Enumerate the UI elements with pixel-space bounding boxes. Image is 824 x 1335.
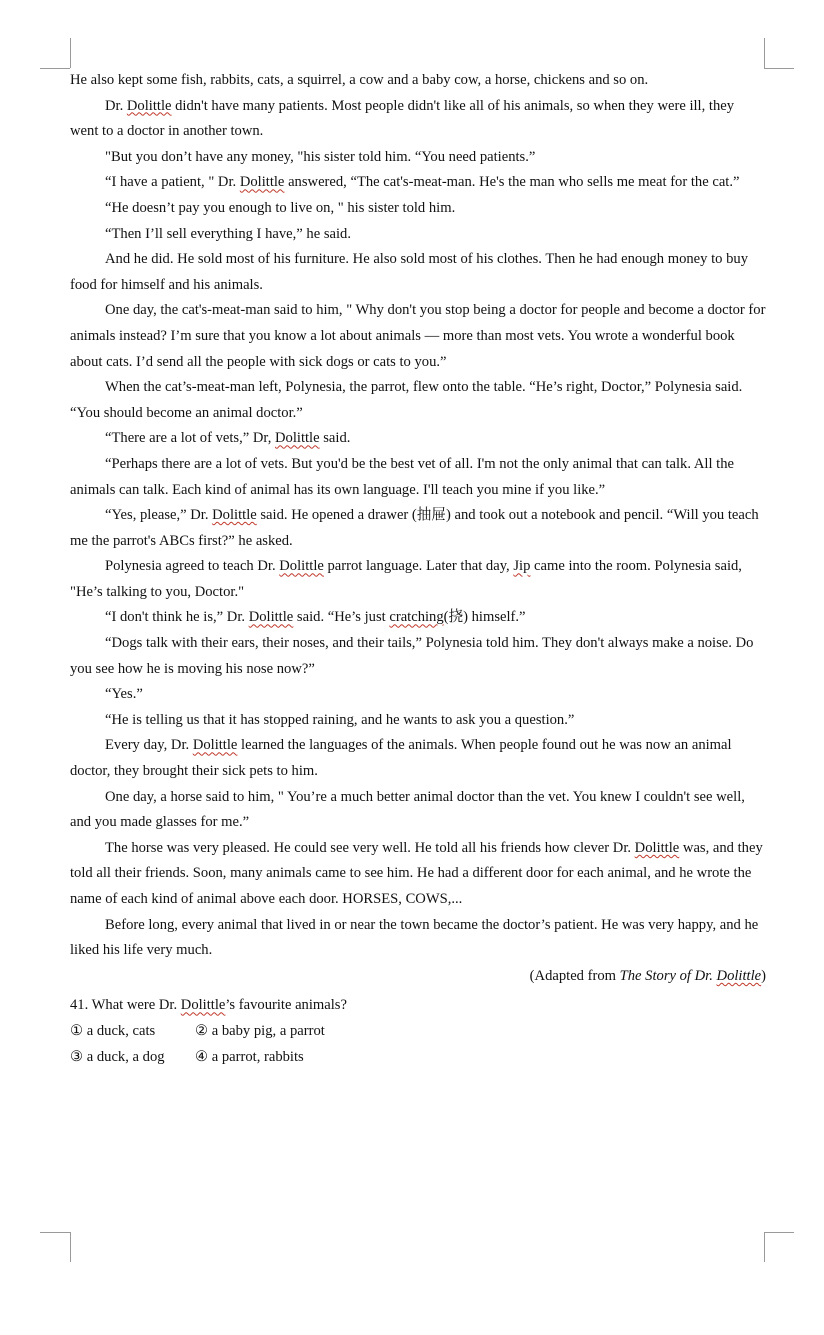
paragraph-text: “Perhaps there are a lot of vets. But you'd be the best vet of all. I'm not the only animal that can talk. All the animals can talk. Each kind of animal has its own language. I'll teach you mine if you like.” [70,455,734,498]
spellcheck-word: Dolittle [126,97,172,114]
story-text [70,68,766,964]
story-paragraph [70,298,766,375]
paragraph-text: (挠) himself.” [443,609,526,626]
crop-mark-bottom-right-vertical [764,1232,765,1262]
spellcheck-word: Dolittle [212,507,257,524]
question-stem [70,993,766,1019]
paragraph-text: was, and they told all their friends. Soon, many animals came to see him. He had a different door for each animal, and he wrote the name of each kind of animal above each door. HORSES, COWS,... [70,839,763,907]
source-title [620,968,761,984]
crop-mark-bottom-left-horizontal [40,1232,70,1233]
story-paragraph [70,145,766,171]
story-paragraph [70,836,766,913]
option-3[interactable]: ③ a duck, a dog [70,1048,165,1065]
spellcheck-word: Dolittle [279,558,324,575]
paragraph-text: came into the room. Polynesia said, "He’s talking to you, Doctor." [70,558,742,600]
story-paragraph [70,94,766,145]
crop-mark-top-right-horizontal [764,68,794,69]
source-title-word: Dolittle [716,967,762,984]
source-citation [70,964,766,990]
crop-mark-bottom-left-vertical [70,1232,71,1262]
paragraph-text: “He doesn’t pay you enough to live on, " his sister told him. [105,199,456,216]
paragraph-text: “There are a lot of vets,” Dr, [105,430,275,447]
paragraph-text: And he did. He sold most of his furniture. He also sold most of his clothes. Then he had enough money to buy food for himself and his animals. [70,251,748,293]
story-paragraph [70,631,766,682]
option-row-2 [70,1045,766,1071]
option-4[interactable]: ④ a parrot, rabbits [195,1048,304,1065]
paragraph-text: said. [319,430,351,447]
story-paragraph [70,605,766,631]
option-row-1 [70,1019,766,1045]
story-paragraph [70,503,766,554]
paragraph-text: One day, the cat's-meat-man said to him, " Why don't you stop being a doctor for people and become a doctor for animals instead? I’m sure that you know a lot about animals — more than most vets. You wrote a wonderful book about cats. I’d send all the people with sick dogs or cats to you.” [70,302,766,370]
spellcheck-word: Dolittle [239,174,285,191]
story-paragraph [70,222,766,248]
question-stem-word: Dolittle [180,997,226,1014]
paragraph-text: Every day, Dr. [105,737,193,754]
crop-mark-bottom-right-horizontal [764,1232,794,1233]
source-suffix: ) [761,967,766,984]
story-paragraph [70,733,766,784]
option-2[interactable]: ② a baby pig, a parrot [195,1022,325,1039]
paragraph-text: One day, a horse said to him, " You’re a much better animal doctor than the vet. You knew I couldn't see well, and you made glasses for me.” [70,788,745,831]
paragraph-text: “Dogs talk with their ears, their noses, and their tails,” Polynesia told him. They don't always make a noise. Do you see how he is moving his nose now?” [70,635,754,677]
spellcheck-word: Dolittle [275,430,320,447]
spellcheck-word: Jip [513,558,531,575]
paragraph-text: said. He opened a drawer (抽屉) and took out a notebook and pencil. “Will you teach me the parrot's ABCs first?” he asked. [70,507,759,549]
paragraph-text: “I don't think he is,” Dr. [105,609,249,626]
paragraph-text: didn't have many patients. Most people didn't like all of his animals, so when they were ill, they went to a doctor in another town. [70,97,735,140]
paragraph-text: Dr. [105,97,127,114]
crop-mark-top-right-vertical [764,38,765,68]
paragraph-text: The horse was very pleased. He could see very well. He told all his friends how clever Dr. [105,839,635,856]
spellcheck-word: Dolittle [248,609,294,626]
paragraph-text: “He is telling us that it has stopped raining, and he wants to ask you a question.” [105,711,575,728]
paragraph-text: Polynesia agreed to teach Dr. [105,558,280,575]
paragraph-text: parrot language. Later that day, [323,558,514,575]
paragraph-text: When the cat’s-meat-man left, Polynesia, the parrot, flew onto the table. “He’s right, Doctor,” Polynesia said. “You should become an animal doctor.” [70,379,743,421]
option-1[interactable]: ① a duck, cats [70,1022,156,1039]
spellcheck-word: Dolittle [192,737,238,754]
source-title-text: The Story of Dr. [619,967,717,984]
paragraph-text: answered, “The cat's-meat-man. He's the man who sells me meat for the cat.” [284,174,740,191]
crop-mark-top-left-horizontal [40,68,70,69]
story-paragraph [70,708,766,734]
paragraph-text: said. “He’s just [293,609,390,626]
story-paragraph [70,452,766,503]
question-stem-prefix: 41. What were Dr. [70,997,181,1014]
source-prefix: (Adapted from [529,967,620,984]
story-paragraph [70,196,766,222]
question-stem-suffix: ’s favourite animals? [225,997,347,1014]
paragraph-text: Before long, every animal that lived in or near the town became the doctor’s patient. He was very happy, and he liked his life very much. [70,916,759,959]
story-paragraph [70,785,766,836]
paragraph-text: “Then I’ll sell everything I have,” he said. [105,225,351,242]
story-paragraph [70,682,766,708]
paragraph-text: “Yes.” [105,686,143,703]
spellcheck-word: cratching [389,609,444,626]
story-paragraph [70,913,766,964]
spellcheck-word: Dolittle [634,839,680,856]
paragraph-text: “Yes, please,” Dr. [105,507,213,524]
paragraph-text: “I have a patient, " Dr. [105,174,240,191]
story-paragraph [70,426,766,452]
crop-mark-top-left-vertical [70,38,71,68]
paragraph-text: "But you don’t have any money, "his sister told him. “You need patients.” [105,148,536,165]
document-page [70,68,766,1070]
paragraph-text: He also kept some fish, rabbits, cats, a squirrel, a cow and a baby cow, a horse, chickens and so on. [70,72,649,88]
question-41 [70,993,766,1070]
story-paragraph [70,247,766,298]
story-paragraph [70,170,766,196]
story-paragraph [70,375,766,426]
paragraph-text: learned the languages of the animals. When people found out he was now an animal doctor, they brought their sick pets to him. [70,737,732,780]
story-paragraph [70,68,766,94]
story-paragraph [70,554,766,605]
